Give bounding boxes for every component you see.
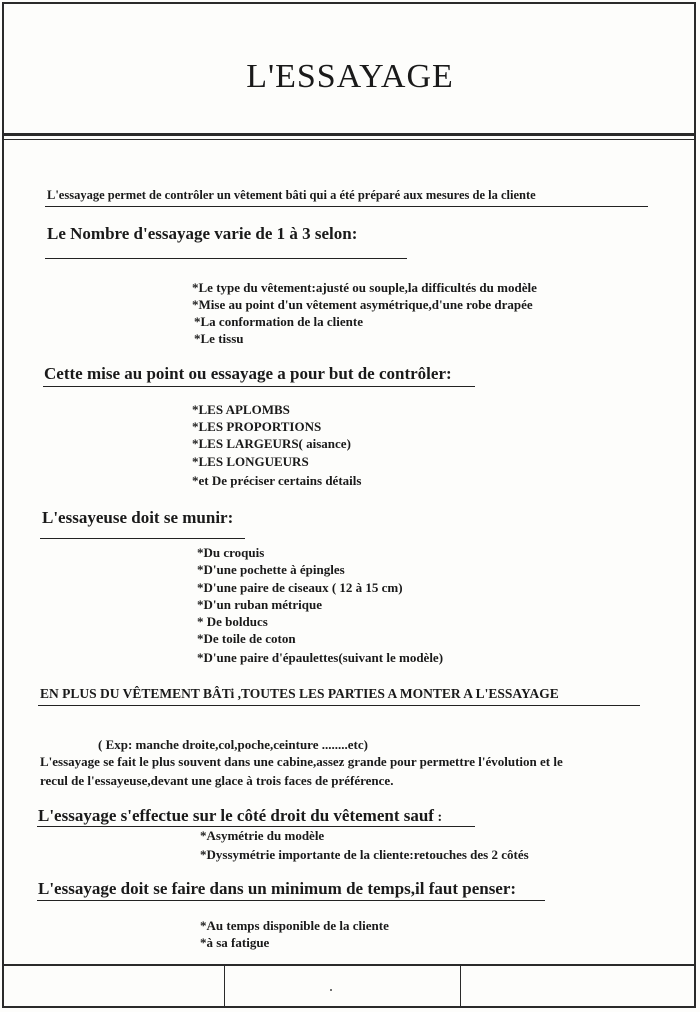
section4-paragraph-line: L'essayage se fait le plus souvent dans une cabine,assez grande pour permettre l'évolution et le: [40, 754, 563, 769]
section4-example: ( Exp: manche droite,col,poche,ceinture ........etc): [98, 737, 368, 752]
intro-underline: [45, 206, 648, 207]
section3-item: *D'une pochette à épingles: [197, 562, 345, 577]
footer-table-row: [2, 964, 696, 1008]
section4-underline: [38, 705, 640, 706]
section4-paragraph-line: recul de l'essayeuse,devant une glace à trois faces de préférence.: [40, 773, 394, 788]
section3-item: *D'une paire d'épaulettes(suivant le modèle): [197, 650, 444, 665]
section2-item: *LES LONGUEURS: [192, 454, 309, 469]
section3-heading: L'essayeuse doit se munir:: [42, 508, 234, 527]
section1-heading: Le Nombre d'essayage varie de 1 à 3 selon:: [47, 224, 358, 243]
section6-item: *à sa fatigue: [200, 935, 270, 950]
section3-item: * De bolducs: [197, 614, 268, 629]
section2-item: *LES APLOMBS: [192, 402, 290, 417]
section3-underline: [40, 538, 245, 539]
section6-underline: [37, 900, 545, 901]
section6-item: *Au temps disponible de la cliente: [200, 918, 389, 933]
section2-item: *LES PROPORTIONS: [192, 419, 322, 434]
section3-item: *D'un ruban métrique: [197, 597, 322, 612]
section4-heading: EN PLUS DU VÊTEMENT BÂTi ,TOUTES LES PARTIES A MONTER A L'ESSAYAGE: [40, 686, 559, 701]
section3-item: *De toile de coton: [197, 631, 296, 646]
title-divider: [2, 133, 696, 140]
section5-heading-suffix: :: [433, 810, 443, 825]
footer-cell-divider: [460, 966, 461, 1008]
section5-item: *Dyssymétrie importante de la cliente:retouches des 2 côtés: [200, 847, 529, 862]
section1-underline: [45, 258, 407, 259]
page-title: L'ESSAYAGE: [246, 58, 454, 95]
section1-item: *Mise au point d'un vêtement asymétrique,d'une robe drapée: [192, 297, 533, 312]
scan-speck: [330, 989, 332, 991]
section2-underline: [43, 386, 475, 387]
section5-item: *Asymétrie du modèle: [200, 828, 325, 843]
section5-heading-text: L'essayage s'effectue sur le côté droit du vêtement sauf: [38, 806, 434, 825]
section2-heading: Cette mise au point ou essayage a pour but de contrôler:: [44, 364, 452, 383]
section2-item: *LES LARGEURS( aisance): [192, 436, 351, 451]
section1-item: *Le type du vêtement:ajusté ou souple,la difficultés du modèle: [192, 280, 537, 295]
section3-item: *Du croquis: [197, 545, 265, 560]
section2-item: *et De préciser certains détails: [192, 473, 362, 488]
section3-item: *D'une paire de ciseaux ( 12 à 15 cm): [197, 580, 403, 595]
section1-item: *La conformation de la cliente: [194, 314, 363, 329]
footer-cell-divider: [224, 966, 225, 1008]
section6-heading: L'essayage doit se faire dans un minimum de temps,il faut penser:: [38, 879, 517, 898]
intro-text: L'essayage permet de contrôler un vêtement bâti qui a été préparé aux mesures de la cliente: [47, 188, 536, 202]
section1-item: *Le tissu: [194, 331, 244, 346]
section5-underline: [37, 826, 475, 827]
section5-heading: [38, 806, 442, 826]
